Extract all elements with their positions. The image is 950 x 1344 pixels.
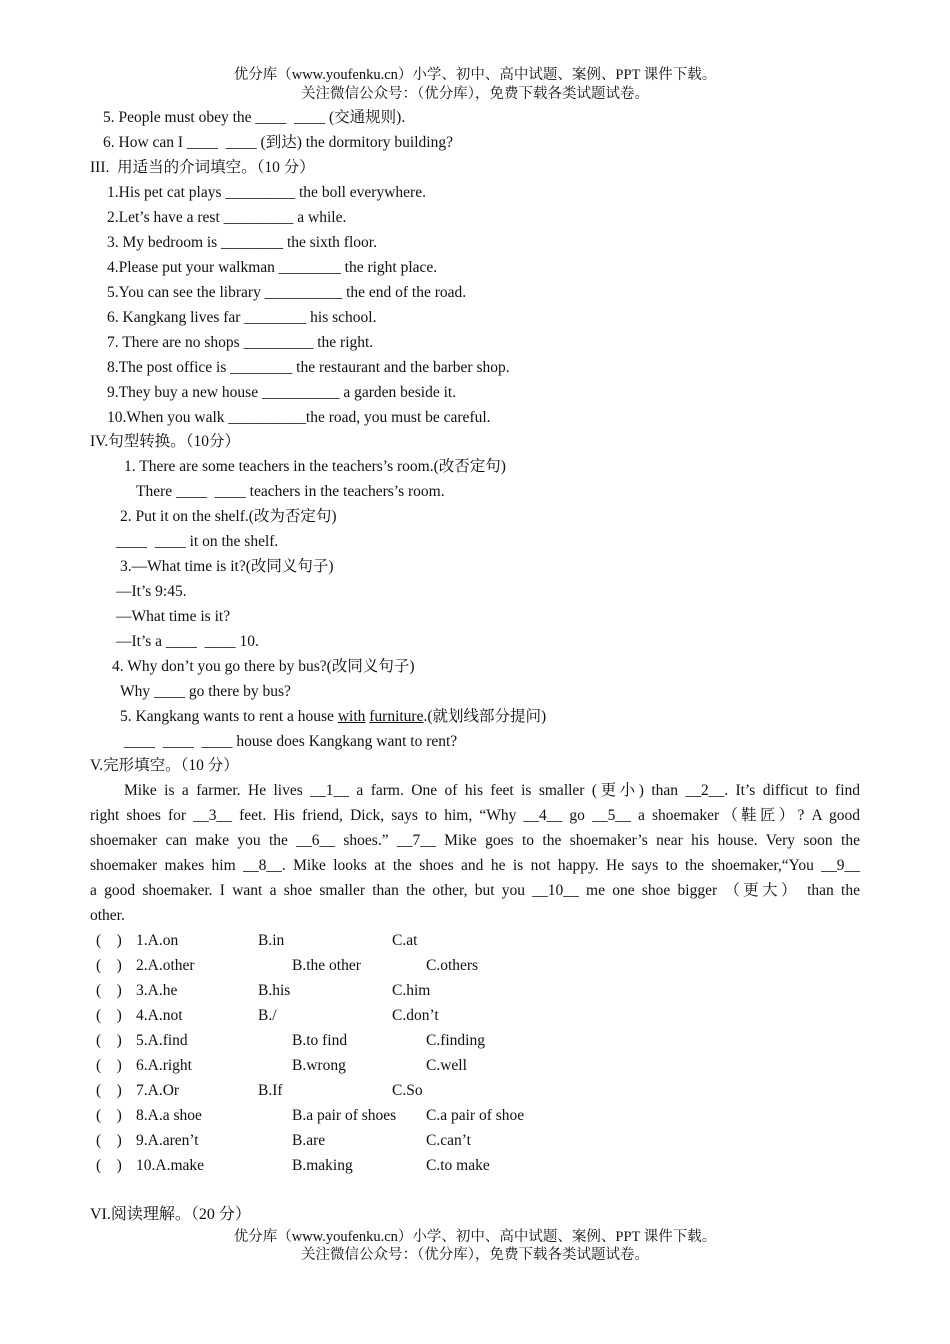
option-b: B.If: [258, 1082, 283, 1099]
option-a: 8.A.a shoe: [136, 1107, 202, 1124]
answer-bracket[interactable]: ( ): [96, 1107, 122, 1124]
part4-title: IV.句型转换。（10分）: [90, 433, 240, 450]
part4-dialog-line: —What time is it?: [116, 608, 231, 625]
part4-answer-4: Why ____ go there by bus?: [120, 683, 291, 700]
part3-item: 9.They buy a new house __________ a garden beside it.: [107, 384, 457, 401]
option-a: 10.A.make: [136, 1157, 205, 1174]
part4-dialog-line: —It’s a ____ ____ 10.: [116, 633, 259, 650]
answer-bracket[interactable]: ( ): [96, 1082, 122, 1099]
option-b: B.the other: [292, 957, 361, 974]
answer-bracket[interactable]: ( ): [96, 1032, 122, 1049]
part4-question-4: 4. Why don’t you go there by bus?(改同义句子): [112, 658, 415, 675]
part4-answer-1: There ____ ____ teachers in the teachers’s room.: [136, 483, 445, 500]
part5-title: V.完形填空。（10 分）: [90, 757, 239, 774]
part3-item: 8.The post office is ________ the restaurant and the barber shop.: [107, 359, 510, 376]
part2-question-6: 6. How can I ____ ____ (到达) the dormitory building?: [103, 134, 453, 151]
part4-dialog-line: —It’s 9:45.: [116, 583, 187, 600]
answer-bracket[interactable]: ( ): [96, 1007, 122, 1024]
option-c: C.him: [392, 982, 431, 999]
part4-q5-underlined-with: with: [337, 708, 366, 725]
option-b: B.his: [258, 982, 291, 999]
part3-item: 6. Kangkang lives far ________ his school.: [107, 309, 377, 326]
part3-item: 3. My bedroom is ________ the sixth floor.: [107, 234, 377, 251]
option-c: C.finding: [426, 1032, 485, 1049]
option-c: C.can’t: [426, 1132, 471, 1149]
part5-passage-line: right shoes for __3__ feet. His friend, Dick, says to him, “Why __4__ go __5__ a shoemaker（鞋匠）? A good: [90, 807, 860, 824]
option-b: B.a pair of shoes: [292, 1107, 397, 1124]
answer-bracket[interactable]: ( ): [96, 1057, 122, 1074]
part6-title: VI.阅读理解。（20 分）: [90, 1206, 251, 1223]
option-c: C.So: [392, 1082, 423, 1099]
part3-item: 7. There are no shops _________ the right.: [107, 334, 374, 351]
option-a: 9.A.aren’t: [136, 1132, 199, 1149]
part3-item: 1.His pet cat plays _________ the boll everywhere.: [107, 184, 426, 201]
option-b: B.are: [292, 1132, 326, 1149]
part4-question-3: 3.—What time is it?(改同义句子): [120, 558, 334, 575]
option-a: 6.A.right: [136, 1057, 192, 1074]
part5-passage-line: shoemaker can make you the __6__ shoes.” __7__ Mike goes to the shoemaker’s near his house. Very soon the: [90, 832, 860, 849]
answer-bracket[interactable]: ( ): [96, 1157, 122, 1174]
part4-question-2: 2. Put it on the shelf.(改为否定句): [120, 508, 337, 525]
option-a: 2.A.other: [136, 957, 195, 974]
option-a: 4.A.not: [136, 1007, 183, 1024]
part4-question-5: [120, 707, 546, 727]
page-footer-line1: 优分库（www.youfenku.cn）小学、初中、高中试题、案例、PPT 课件下载。: [233, 1229, 717, 1245]
part5-passage-end: other.: [90, 907, 125, 924]
part4-q5-text: 5. Kangkang wants to rent a house: [120, 708, 338, 725]
part4-question-1: 1. There are some teachers in the teachers’s room.(改否定句): [124, 458, 506, 475]
option-c: C.well: [426, 1057, 467, 1074]
option-a: 3.A.he: [136, 982, 178, 999]
answer-bracket[interactable]: ( ): [96, 932, 122, 949]
part2-question-5: 5. People must obey the ____ ____ (交通规则).: [103, 109, 406, 126]
option-c: C.a pair of shoe: [426, 1107, 525, 1124]
option-b: B./: [258, 1007, 277, 1024]
option-c: C.to make: [426, 1157, 490, 1174]
part3-item: 4.Please put your walkman ________ the right place.: [107, 259, 438, 276]
page-header-line1: 优分库（www.youfenku.cn）小学、初中、高中试题、案例、PPT 课件下载。: [233, 67, 717, 83]
part4-answer-2: ____ ____ it on the shelf.: [116, 533, 279, 550]
option-a: 1.A.on: [136, 932, 179, 949]
page-header-line2: 关注微信公众号：（优分库），免费下载各类试题试卷。: [301, 86, 649, 102]
option-c: C.at: [392, 932, 418, 949]
part4-answer-5: ____ ____ ____ house does Kangkang want to rent?: [124, 733, 458, 750]
part5-passage-line: Mike is a farmer. He lives __1__ a farm. One of his feet is smaller (更小) than __2__. It’s difficut to find: [124, 782, 860, 799]
part3-item: 2.Let’s have a rest _________ a while.: [107, 209, 347, 226]
part5-passage-line: a good shoemaker. I want a shoe smaller than the other, but you __10__ me one shoe bigger （更大） than the: [90, 882, 860, 899]
part4-q5-underlined-furniture: furniture: [369, 708, 424, 725]
option-b: B.to find: [292, 1032, 348, 1049]
part3-item: 10.When you walk __________the road, you must be careful.: [107, 409, 491, 426]
part3-title: III. 用适当的介词填空。（10 分）: [90, 159, 315, 176]
answer-bracket[interactable]: ( ): [96, 1132, 122, 1149]
option-c: C.others: [426, 957, 479, 974]
answer-bracket[interactable]: ( ): [96, 982, 122, 999]
page-footer-line2: 关注微信公众号：（优分库），免费下载各类试题试卷。: [301, 1247, 649, 1263]
option-b: B.in: [258, 932, 285, 949]
part4-q5-instruction: .(就划线部分提问): [423, 708, 547, 725]
option-a: 5.A.find: [136, 1032, 188, 1049]
answer-bracket[interactable]: ( ): [96, 957, 122, 974]
option-a: 7.A.Or: [136, 1082, 180, 1099]
option-c: C.don’t: [392, 1007, 439, 1024]
part3-item: 5.You can see the library __________ the end of the road.: [107, 284, 467, 301]
option-b: B.wrong: [292, 1057, 346, 1074]
part5-passage-line: shoemaker makes him __8__. Mike looks at the shoes and he is not happy. He says to the shoemaker,“You __9__: [90, 857, 860, 874]
option-b: B.making: [292, 1157, 353, 1174]
